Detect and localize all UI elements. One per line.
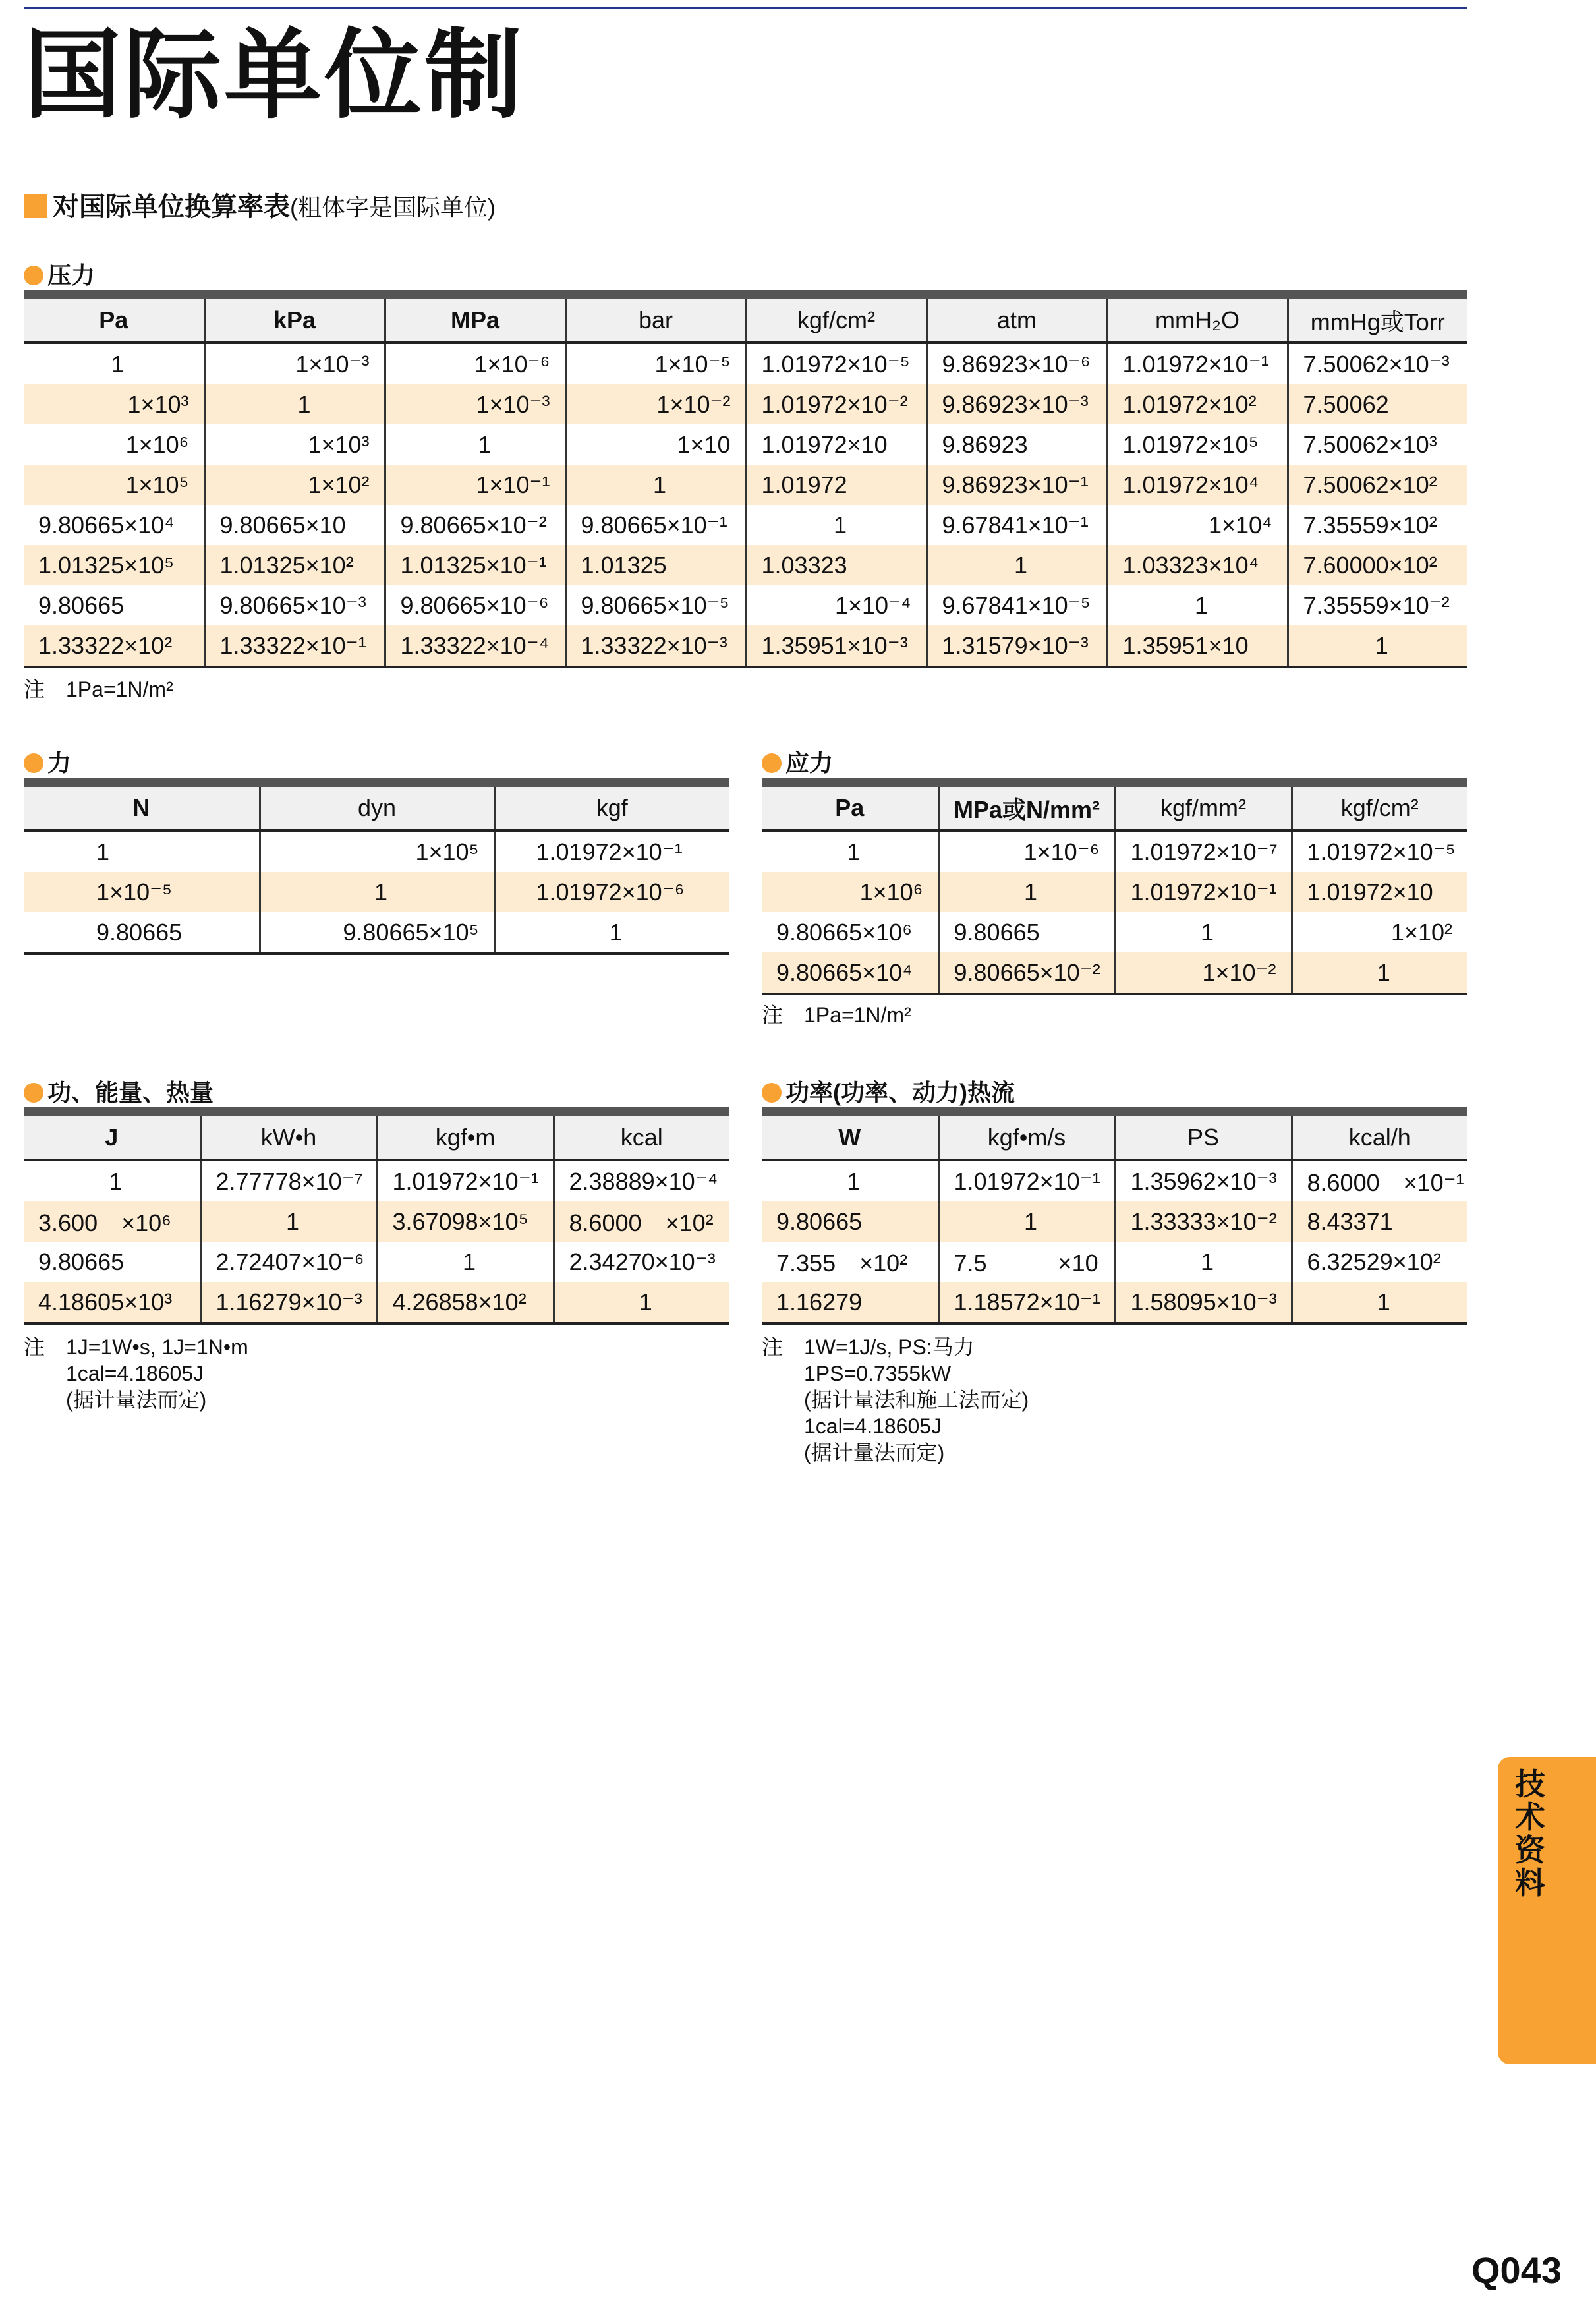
- header-cell: kcal: [554, 1112, 729, 1160]
- table-cell: 1×10⁻²: [565, 384, 746, 424]
- table-cell: 1×10⁻⁶: [938, 830, 1115, 872]
- table-cell: 1×10⁻²: [1115, 952, 1292, 994]
- caption-note: (粗体字是国际单位): [290, 194, 496, 221]
- table-row: [24, 505, 1467, 545]
- table-cell: 1×10⁴: [1107, 505, 1288, 545]
- bullet-dot-icon: [762, 753, 782, 773]
- table-cell: 1.31579×10⁻³: [926, 625, 1107, 667]
- table-cell: 9.86923: [926, 424, 1107, 465]
- header-cell: mmHg或Torr: [1288, 295, 1467, 343]
- table-row: [24, 1201, 729, 1242]
- bullet-dot-icon: [762, 1083, 782, 1103]
- table-cell: 1: [554, 1282, 729, 1323]
- table-cell: 2.38889×10⁻⁴: [554, 1160, 729, 1201]
- square-bullet-icon: [24, 194, 47, 218]
- force-table: [24, 778, 729, 955]
- pressure-note: 注 1Pa=1N/m²: [24, 678, 173, 701]
- table-cell: 1×10⁻³: [385, 384, 565, 424]
- table-cell: 9.80665×10⁻⁵: [565, 585, 746, 625]
- table-cell: 1×10⁵: [24, 465, 204, 505]
- header-cell: mmH₂O: [1107, 295, 1288, 343]
- table-row: [24, 872, 729, 912]
- table-cell: 9.80665: [38, 1248, 125, 1275]
- section-tab: [1498, 1757, 1596, 2064]
- table-cell: 7.355 ×10²: [776, 1250, 908, 1277]
- table-cell: 1: [847, 1167, 861, 1195]
- table-cell: 1: [938, 1201, 1115, 1242]
- table-cell: 1.01325×10²: [204, 545, 385, 585]
- table-cell: 9.80665×10⁴: [762, 952, 938, 994]
- header-cell: kgf/cm²: [1292, 782, 1467, 830]
- table-cell: 1.35951×10⁻³: [746, 625, 926, 667]
- table-row: [24, 1242, 729, 1282]
- table-row: [24, 384, 1467, 424]
- table-cell: 1: [200, 1201, 377, 1242]
- table-cell: 1.01972×10⁻⁵: [1292, 830, 1467, 872]
- table-row: [24, 1282, 729, 1323]
- table-cell: 1: [1115, 1242, 1292, 1282]
- table-cell: 1.01972×10⁵: [1107, 424, 1288, 465]
- table-cell: 1×10⁵: [260, 830, 494, 872]
- table-cell: 1.01972×10⁴: [1107, 465, 1288, 505]
- bullet-dot-icon: [24, 753, 43, 773]
- table-cell: 2.34270×10⁻³: [554, 1242, 729, 1282]
- table-caption: [24, 186, 496, 223]
- table-cell: 7.35559×10²: [1288, 505, 1467, 545]
- table-cell: 1.01972×10: [746, 424, 926, 465]
- table-cell: 1: [494, 912, 729, 954]
- energy-table: [24, 1107, 729, 1325]
- header-cell: kgf/cm²: [746, 295, 926, 343]
- section-pressure-heading: [24, 257, 95, 291]
- table-cell: 9.80665×10⁴: [38, 511, 175, 538]
- bullet-dot-icon: [24, 1083, 43, 1103]
- table-cell: 9.80665×10⁵: [260, 912, 494, 954]
- section-energy-heading: [24, 1074, 214, 1108]
- header-cell: MPa或N/mm²: [938, 782, 1115, 830]
- pressure-table: [24, 290, 1467, 668]
- header-cell: N: [24, 782, 260, 830]
- page-number: Q043: [1471, 2249, 1562, 2291]
- table-cell: 1.33322×10⁻³: [565, 625, 746, 667]
- table-cell: 4.18605×10³: [24, 1282, 200, 1323]
- header-cell: bar: [565, 295, 746, 343]
- power-table: [762, 1107, 1467, 1325]
- table-cell: 1×10: [565, 424, 746, 465]
- table-cell: 3.67098×10⁵: [377, 1201, 554, 1242]
- table-cell: 1×10⁻⁶: [385, 343, 565, 384]
- table-cell: 1.18572×10⁻¹: [938, 1282, 1115, 1323]
- table-cell: 1.01325×10⁵: [24, 545, 204, 585]
- table-cell: 1.01972×10⁻¹: [494, 830, 729, 872]
- stress-note: 注 1Pa=1N/m²: [762, 1003, 911, 1027]
- table-cell: 1: [1292, 952, 1467, 994]
- table-cell: 1.01972×10⁻¹: [1115, 872, 1292, 912]
- page-title: 国际单位制: [24, 18, 525, 132]
- table-cell: 7.35559×10⁻²: [1288, 585, 1467, 625]
- table-row: [762, 1282, 1467, 1323]
- table-cell: 9.86923×10⁻⁶: [926, 343, 1107, 384]
- table-cell: 8.43371: [1292, 1201, 1467, 1242]
- table-cell: 1.01972×10⁻⁷: [1115, 830, 1292, 872]
- header-cell: kcal/h: [1292, 1112, 1467, 1160]
- table-cell: 7.50062: [1288, 384, 1467, 424]
- table-cell: 3.600 ×10⁶: [24, 1201, 200, 1242]
- table-cell: 9.80665: [38, 591, 125, 619]
- section-title: 应力: [785, 749, 834, 776]
- table-cell: 1: [111, 350, 125, 378]
- table-cell: 9.80665: [938, 912, 1115, 952]
- table-cell: 1: [847, 838, 861, 865]
- table-cell: 1×10⁻⁵: [565, 343, 746, 384]
- table-cell: 9.80665: [762, 1201, 938, 1242]
- table-row: [762, 872, 1467, 912]
- table-cell: 1.16279×10⁻³: [200, 1282, 377, 1323]
- table-cell: 1: [926, 545, 1107, 585]
- header-cell: MPa: [385, 295, 565, 343]
- table-row: [24, 343, 1467, 384]
- table-row: [762, 830, 1467, 872]
- header-cell: kgf•m: [377, 1112, 554, 1160]
- table-row: [762, 952, 1467, 994]
- table-cell: 1: [109, 1167, 123, 1195]
- table-cell: 1×10³: [204, 424, 385, 465]
- table-row: [24, 912, 729, 954]
- header-cell: kW•h: [200, 1112, 377, 1160]
- table-cell: 2.72407×10⁻⁶: [200, 1242, 377, 1282]
- section-force-heading: [24, 745, 71, 778]
- table-cell: 1.01972×10⁻¹: [377, 1160, 554, 1201]
- section-title: 功、能量、热量: [47, 1079, 214, 1106]
- section-power-heading: [762, 1074, 1015, 1108]
- table-cell: 9.80665×10⁶: [776, 918, 913, 946]
- table-row: [24, 424, 1467, 465]
- table-cell: 1×10²: [204, 465, 385, 505]
- table-cell: 1.01972×10⁻¹: [938, 1160, 1115, 1201]
- section-title: 压力: [47, 262, 96, 289]
- table-cell: 1: [1115, 912, 1292, 952]
- table-cell: 1.58095×10⁻³: [1115, 1282, 1292, 1323]
- table-cell: 1: [1292, 1282, 1467, 1323]
- table-cell: 1: [204, 384, 385, 424]
- table-cell: 1.35951×10: [1107, 625, 1288, 667]
- table-cell: 9.80665×10⁻¹: [565, 505, 746, 545]
- table-cell: 1: [377, 1242, 554, 1282]
- header-cell: kgf: [494, 782, 729, 830]
- power-note: 注 1W=1J/s, PS:马力 1PS=0.7355kW (据计量法和施工法而定) 1cal=4.18605J (据计量法而定): [762, 1335, 1029, 1464]
- table-cell: 1.01972×10: [1292, 872, 1467, 912]
- table-cell: 9.80665×10⁻⁶: [385, 585, 565, 625]
- table-cell: 6.32529×10²: [1292, 1242, 1467, 1282]
- table-cell: 1.01972: [746, 465, 926, 505]
- table-cell: 1.01972×10⁻⁵: [746, 343, 926, 384]
- header-cell: Pa: [24, 295, 204, 343]
- table-cell: 1×10⁶: [762, 872, 938, 912]
- table-cell: 1: [1107, 585, 1288, 625]
- bullet-dot-icon: [24, 266, 43, 285]
- table-cell: 1.01325×10⁻¹: [385, 545, 565, 585]
- table-cell: 9.86923×10⁻¹: [926, 465, 1107, 505]
- table-cell: 1×10³: [24, 384, 204, 424]
- table-cell: 1: [1288, 625, 1467, 667]
- table-cell: 1.01972×10²: [1107, 384, 1288, 424]
- table-cell: 1: [385, 424, 565, 465]
- table-cell: 1.01972×10⁻²: [746, 384, 926, 424]
- table-cell: 9.67841×10⁻¹: [926, 505, 1107, 545]
- table-row: [24, 1160, 729, 1201]
- table-cell: 7.50062×10⁻³: [1288, 343, 1467, 384]
- table-cell: 1×10⁻³: [204, 343, 385, 384]
- table-cell: 1.33322×10²: [24, 625, 204, 667]
- table-cell: 2.77778×10⁻⁷: [200, 1160, 377, 1201]
- header-cell: W: [762, 1112, 938, 1160]
- table-cell: 1×10⁻¹: [385, 465, 565, 505]
- top-rule: [24, 7, 1467, 9]
- energy-note: 注 1J=1W•s, 1J=1N•m 1cal=4.18605J (据计量法而定): [24, 1335, 248, 1412]
- table-cell: 9.80665×10: [204, 505, 385, 545]
- section-tab-label: 技术资料: [1515, 1767, 1545, 1900]
- table-cell: 1: [565, 465, 746, 505]
- table-cell: 1.33322×10⁻⁴: [385, 625, 565, 667]
- table-row: [24, 585, 1467, 625]
- stress-table: [762, 778, 1467, 995]
- caption-text: 对国际单位换算率表: [53, 192, 290, 221]
- header-cell: dyn: [260, 782, 494, 830]
- table-cell: 4.26858×10²: [377, 1282, 554, 1323]
- header-cell: kgf•m/s: [938, 1112, 1115, 1160]
- table-cell: 8.6000 ×10²: [554, 1201, 729, 1242]
- section-title: 力: [47, 749, 72, 776]
- table-cell: 9.80665: [96, 918, 183, 946]
- table-cell: 9.80665×10⁻²: [385, 505, 565, 545]
- table-cell: 9.86923×10⁻³: [926, 384, 1107, 424]
- table-cell: 1.33322×10⁻¹: [204, 625, 385, 667]
- table-cell: 1.01972×10⁻¹: [1107, 343, 1288, 384]
- table-cell: 1×10²: [1292, 912, 1467, 952]
- header-cell: PS: [1115, 1112, 1292, 1160]
- table-cell: 1: [96, 838, 110, 865]
- table-cell: 1.16279: [762, 1282, 938, 1323]
- table-cell: 1: [746, 505, 926, 545]
- table-cell: 8.6000 ×10⁻¹: [1292, 1160, 1467, 1201]
- table-cell: 1×10⁶: [125, 430, 189, 458]
- header-cell: kPa: [204, 295, 385, 343]
- table-row: [24, 465, 1467, 505]
- table-row: [762, 1242, 1467, 1282]
- table-cell: 7.50062×10²: [1288, 465, 1467, 505]
- table-cell: 9.80665×10⁻²: [938, 952, 1115, 994]
- table-cell: 1.35962×10⁻³: [1115, 1160, 1292, 1201]
- table-cell: 9.67841×10⁻⁵: [926, 585, 1107, 625]
- section-title: 功率(功率、动力)热流: [785, 1079, 1015, 1106]
- table-cell: 1.03323: [746, 545, 926, 585]
- table-cell: 7.5 ×10: [938, 1242, 1115, 1282]
- table-cell: 1.33333×10⁻²: [1115, 1201, 1292, 1242]
- header-cell: J: [24, 1112, 200, 1160]
- table-row: [762, 1160, 1467, 1201]
- table-row: [24, 625, 1467, 667]
- table-row: [762, 1201, 1467, 1242]
- header-cell: atm: [926, 295, 1107, 343]
- table-cell: 9.80665×10⁻³: [204, 585, 385, 625]
- table-cell: 1×10⁻⁵: [24, 872, 260, 912]
- table-cell: 1.03323×10⁴: [1107, 545, 1288, 585]
- table-cell: 1.01325: [565, 545, 746, 585]
- table-row: [24, 545, 1467, 585]
- header-cell: Pa: [762, 782, 938, 830]
- section-stress-heading: [762, 745, 833, 778]
- table-row: [24, 830, 729, 872]
- table-cell: 1.01972×10⁻⁶: [494, 872, 729, 912]
- header-cell: kgf/mm²: [1115, 782, 1292, 830]
- table-cell: 1: [938, 872, 1115, 912]
- table-cell: 1: [260, 872, 494, 912]
- table-cell: 1×10⁻⁴: [746, 585, 926, 625]
- table-cell: 7.60000×10²: [1288, 545, 1467, 585]
- table-cell: 7.50062×10³: [1288, 424, 1467, 465]
- table-row: [762, 912, 1467, 952]
